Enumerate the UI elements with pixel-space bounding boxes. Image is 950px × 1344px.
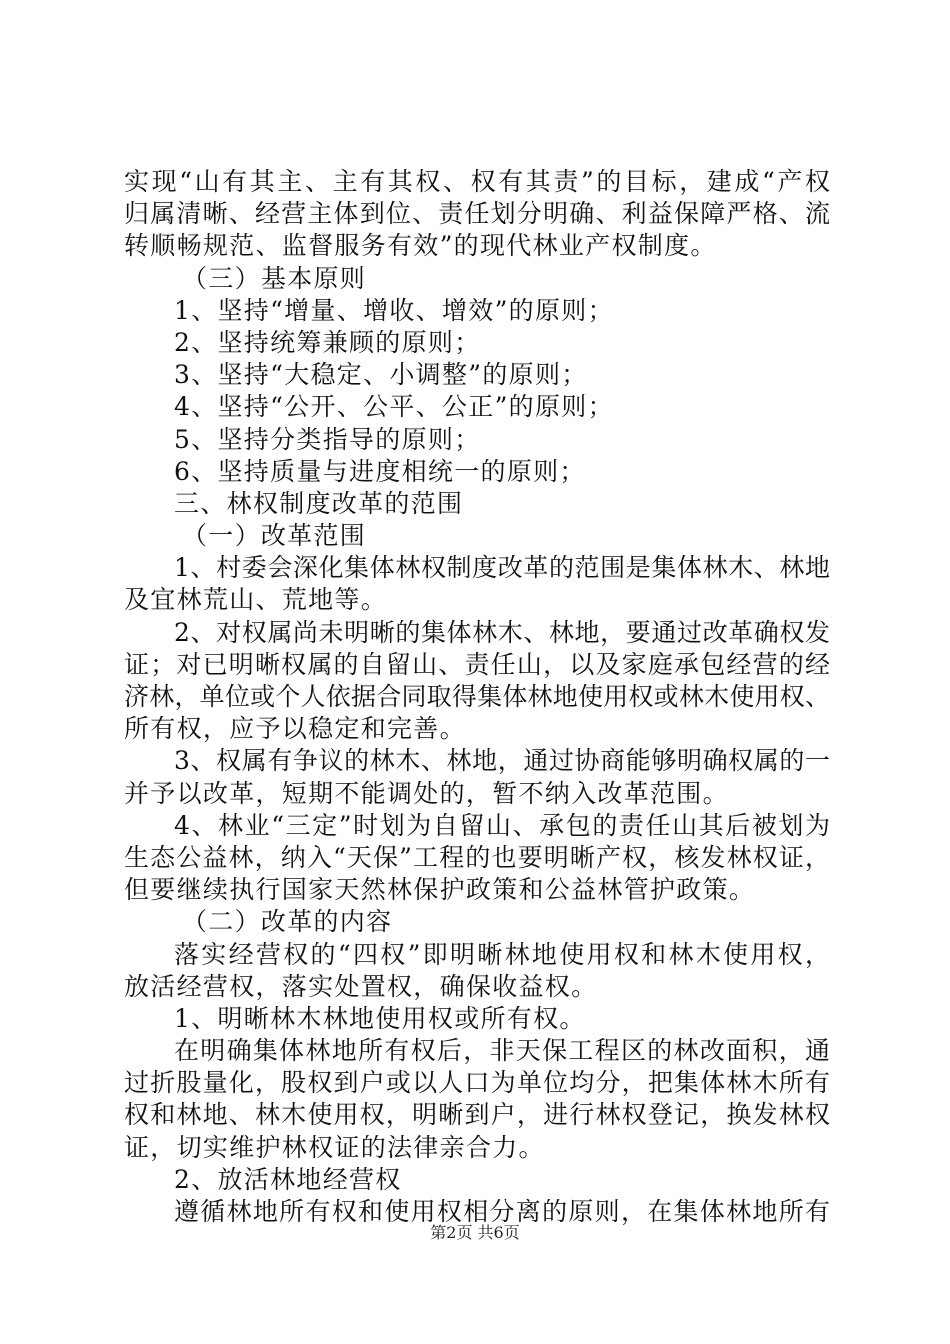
body-line: 权和林地、林木使用权，明晰到户，进行林权登记，换发林权 (124, 1100, 830, 1130)
list-item: 5、坚持分类指导的原则； (174, 424, 481, 454)
list-item: 3、坚持“大稳定、小调整”的原则； (174, 360, 588, 390)
section-heading: 三、林权制度改革的范围 (174, 488, 464, 518)
body-line: 但要继续执行国家天然林保护政策和公益林管护政策。 (124, 875, 756, 905)
body-line: 遵循林地所有权和使用权相分离的原则，在集体林地所有 (174, 1197, 830, 1226)
body-line: 证；对已明晰权属的自留山、责任山，以及家庭承包经营的经 (124, 649, 830, 679)
body-line: 3、权属有争议的林木、林地，通过协商能够明确权属的一 (174, 746, 830, 776)
body-line: 实现“山有其主、主有其权、权有其责”的目标，建成“产权 (124, 167, 830, 196)
body-line: 2、放活林地经营权 (174, 1164, 402, 1194)
section-heading: （三）基本原则 (182, 263, 367, 293)
page-footer: 第2页 共6页 (430, 1223, 520, 1242)
body-line: 证，切实维护林权证的法律亲合力。 (124, 1132, 545, 1162)
body-line: 1、明晰林木林地使用权或所有权。 (174, 1003, 586, 1033)
body-line: 1、村委会深化集体林权制度改革的范围是集体林木、林地 (174, 553, 830, 583)
section-heading: （一）改革范围 (182, 521, 367, 551)
body-line: 所有权，应予以稳定和完善。 (124, 714, 466, 744)
body-line: 在明确集体林地所有权后，非天保工程区的林改面积，通 (174, 1036, 830, 1066)
list-item: 1、坚持“增量、增收、增效”的原则； (174, 295, 614, 325)
list-item: 6、坚持质量与进度相统一的原则； (174, 456, 586, 486)
body-line: 及宜林荒山、荒地等。 (124, 585, 388, 615)
body-line: 2、对权属尚未明晰的集体林木、林地，要通过改革确权发 (174, 617, 830, 647)
body-line: 落实经营权的“四权”即明晰林地使用权和林木使用权， (174, 939, 830, 969)
body-line: 并予以改革，短期不能调处的，暂不纳入改革范围。 (124, 778, 729, 808)
list-item: 2、坚持统筹兼顾的原则； (174, 327, 481, 357)
section-heading: （二）改革的内容 (182, 907, 393, 937)
body-line: 归属清晰、经营主体到位、责任划分明确、利益保障严格、流 (124, 199, 830, 229)
body-line: 放活经营权，落实处置权，确保收益权。 (124, 971, 598, 1001)
body-line: 生态公益林，纳入“天保”工程的也要明晰产权，核发林权证， (124, 842, 830, 872)
body-line: 过折股量化，股权到户或以人口为单位均分，把集体林木所有 (124, 1068, 830, 1098)
body-line: 济林，单位或个人依据合同取得集体林地使用权或林木使用权、 (124, 682, 830, 711)
body-line: 4、林业“三定”时划为自留山、承包的责任山其后被划为 (174, 810, 830, 840)
document-body (124, 166, 830, 1228)
list-item: 4、坚持“公开、公平、公正”的原则； (174, 392, 614, 422)
body-line: 转顺畅规范、监督服务有效”的现代林业产权制度。 (124, 231, 717, 261)
